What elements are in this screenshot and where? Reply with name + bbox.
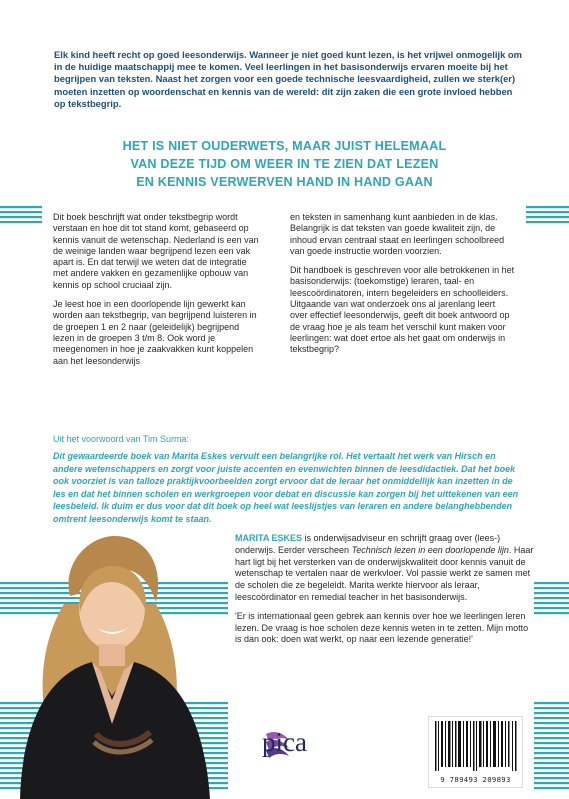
- author-bio: [235, 533, 535, 653]
- author-photo: [0, 524, 230, 799]
- author-name: MARITA ESKES: [235, 533, 303, 543]
- body-paragraph: Je leest hoe in een doorlopende lijn gewerkt kan worden aan tekstbegrip, van begrijpend luisteren in de groepen 1 en 2 naar (geleidelijk) begrijpend lezen in de groepen 3 t/m 8. Ook word je meegenomen in hoe je zaakvakken kunt koppelen aan het leesonderwijs: [53, 299, 257, 366]
- publisher-name: pica: [262, 727, 307, 757]
- author-quote: 'Er is internationaal geen gebrek aan kennis over hoe we leerlingen leren lezen. De vraag is hoe scholen deze kennis weten in te zetten. Mijn motto is dan ook: doen wat werkt, op naar een lezende generatie!': [235, 610, 529, 645]
- barcode-icon: [429, 717, 522, 775]
- body-column-right: [290, 212, 515, 364]
- body-paragraph: Dit boek beschrijft wat onder tekstbegrip wordt verstaan en hoe dit tot stand komt, gebaseerd op kennis vanuit de wetenschap. Nederland is een van de weinige landen waar begrijpend lezen een vak apart is. En dat terwijl we weten dat de integratie met andere vakken en gezamenlijke opbouw van kennis op school cruciaal zijn.: [53, 212, 259, 290]
- headline-line-1: HET IS NIET OUDERWETS, MAAR JUIST HELEMAAL: [122, 139, 447, 153]
- foreword-quote: Dit gewaardeerde boek van Marita Eskes vervult een belangrijke rol. Het vertaalt het werk van Hirsch en andere wetenschappers en zorgt voor juiste accenten en evenwichten binnen de leesdidactiek. Dat het boek ook voorziet is van talloze praktijkvoorbeelden zorgt ervoor dat de leraar het onmiddellijk kan inzetten in de les en dat het binnen scholen en werkgroepen voor debat en discussie kan zorgen bij het uittekenen van een leesbeleid. Ik duim er dus voor dat dit boek op heel wat leeslijstjes van leraren en andere belanghebbenden omtrent leesonderwijs komt te staan.: [53, 451, 519, 524]
- bio-text-b: . Haar hart ligt bij het versterken van de onderwijskwaliteit door kennis vanuit de wetenschap te vertalen naar de werkvloer. Vol passie werkt ze samen met de scholen die ze begeleidt. Marita werkte hiervoor als leraar, leescoördinator en remedial teacher in het basisonderwijs.: [235, 544, 534, 602]
- intro-paragraph: Elk kind heeft recht op goed leesonderwijs. Wanneer je niet goed kunt lezen, is het vrijwel onmogelijk om in de huidige maatschappij mee te komen. Veel leerlingen in het basisonderwijs ervaren moeite bij het begrijpen van teksten. Naast het zorgen voor een goede technische leesvaardigheid, zullen we sterk(er) moeten inzetten op woordenschat en kennis van de wereld: dit zijn zaken die een grote invloed hebben op tekstbegrip.: [54, 49, 522, 109]
- quote-source: Uit het voorwoord van Tim Surma:: [53, 434, 190, 444]
- isbn-number: 9 789493 209893: [440, 775, 511, 784]
- previous-book-title: Technisch lezen in een doorlopende lijn: [351, 544, 509, 555]
- bio-paragraph: [235, 533, 535, 604]
- body-paragraph: Dit handboek is geschreven voor alle betrokkenen in het basisonderwijs: (toekomstige) leraren, taal- en leescoördinatoren, intern begeleiders en schoolleiders. Uitgaande van wat onderzoek ons al jarenlang leert over effectief leesonderwijs, geeft dit boek antwoord op de vraag hoe je als team het verschil kunt maken voor leerlingen: wat doet ertoe als het gaat om onderwijs in tekstbegrip?: [290, 265, 515, 355]
- bio-text-a: is onderwijsadviseur en schrijft graag over (lees-) onderwijs. Eerder verscheen: [235, 533, 501, 555]
- headline-line-2: VAN DEZE TIJD OM WEER IN TE ZIEN DAT LEZEN: [130, 157, 439, 171]
- headline-line-3: EN KENNIS VERWERVEN HAND IN HAND GAAN: [136, 175, 433, 189]
- body-paragraph: en teksten in samenhang kunt aanbieden in de klas. Belangrijk is dat teksten van goede kwaliteit zijn, de inhoud ervan centraal staat en leerlingen schoolbreed van goede instructie worden voorzien.: [290, 212, 505, 256]
- barcode: [428, 716, 523, 788]
- body-column-left: [53, 212, 263, 375]
- headline: [40, 137, 529, 191]
